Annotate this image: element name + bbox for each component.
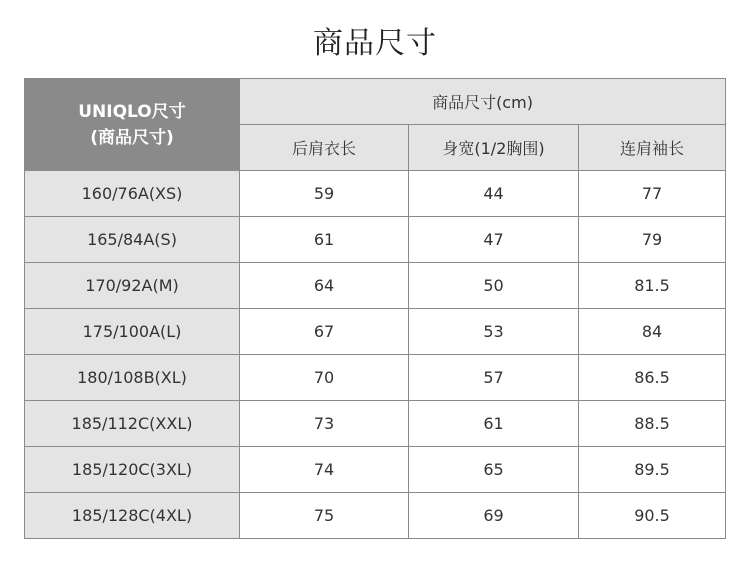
column-header-sleeve-length: 连肩袖长 [579, 125, 726, 171]
size-cell: 170/92A(M) [25, 263, 240, 309]
back-length-cell: 61 [240, 217, 409, 263]
sleeve-length-cell: 89.5 [579, 447, 726, 493]
body-width-cell: 61 [409, 401, 579, 447]
sleeve-length-cell: 77 [579, 171, 726, 217]
sleeve-length-cell: 79 [579, 217, 726, 263]
body-width-cell: 57 [409, 355, 579, 401]
product-size-group-header: 商品尺寸(cm) [240, 79, 726, 125]
sleeve-length-cell: 88.5 [579, 401, 726, 447]
header-row-group [25, 79, 726, 125]
body-width-cell: 69 [409, 493, 579, 539]
product-size-label: (商品尺寸) [90, 127, 174, 148]
table-row [25, 355, 726, 401]
column-header-body-width: 身宽(1/2胸围) [409, 125, 579, 171]
back-length-cell: 59 [240, 171, 409, 217]
table-row [25, 401, 726, 447]
back-length-cell: 67 [240, 309, 409, 355]
page-title: 商品尺寸 [313, 26, 437, 61]
table-row [25, 263, 726, 309]
table-row [25, 217, 726, 263]
body-width-cell: 47 [409, 217, 579, 263]
size-cell: 160/76A(XS) [25, 171, 240, 217]
body-width-cell: 50 [409, 263, 579, 309]
brand-size-label: UNIQLO尺寸 [78, 101, 186, 122]
sleeve-length-cell: 81.5 [579, 263, 726, 309]
back-length-cell: 75 [240, 493, 409, 539]
size-cell: 185/128C(4XL) [25, 493, 240, 539]
table-row [25, 447, 726, 493]
sleeve-length-cell: 84 [579, 309, 726, 355]
size-cell: 175/100A(L) [25, 309, 240, 355]
back-length-cell: 70 [240, 355, 409, 401]
size-chart-table [24, 78, 726, 539]
body-width-cell: 65 [409, 447, 579, 493]
size-cell: 185/120C(3XL) [25, 447, 240, 493]
table-row [25, 171, 726, 217]
size-cell: 180/108B(XL) [25, 355, 240, 401]
body-width-cell: 44 [409, 171, 579, 217]
table-row [25, 493, 726, 539]
sleeve-length-cell: 90.5 [579, 493, 726, 539]
brand-size-header [25, 79, 240, 171]
size-cell: 165/84A(S) [25, 217, 240, 263]
back-length-cell: 73 [240, 401, 409, 447]
back-length-cell: 74 [240, 447, 409, 493]
body-width-cell: 53 [409, 309, 579, 355]
table-row [25, 309, 726, 355]
size-cell: 185/112C(XXL) [25, 401, 240, 447]
back-length-cell: 64 [240, 263, 409, 309]
sleeve-length-cell: 86.5 [579, 355, 726, 401]
column-header-back-length: 后肩衣长 [240, 125, 409, 171]
